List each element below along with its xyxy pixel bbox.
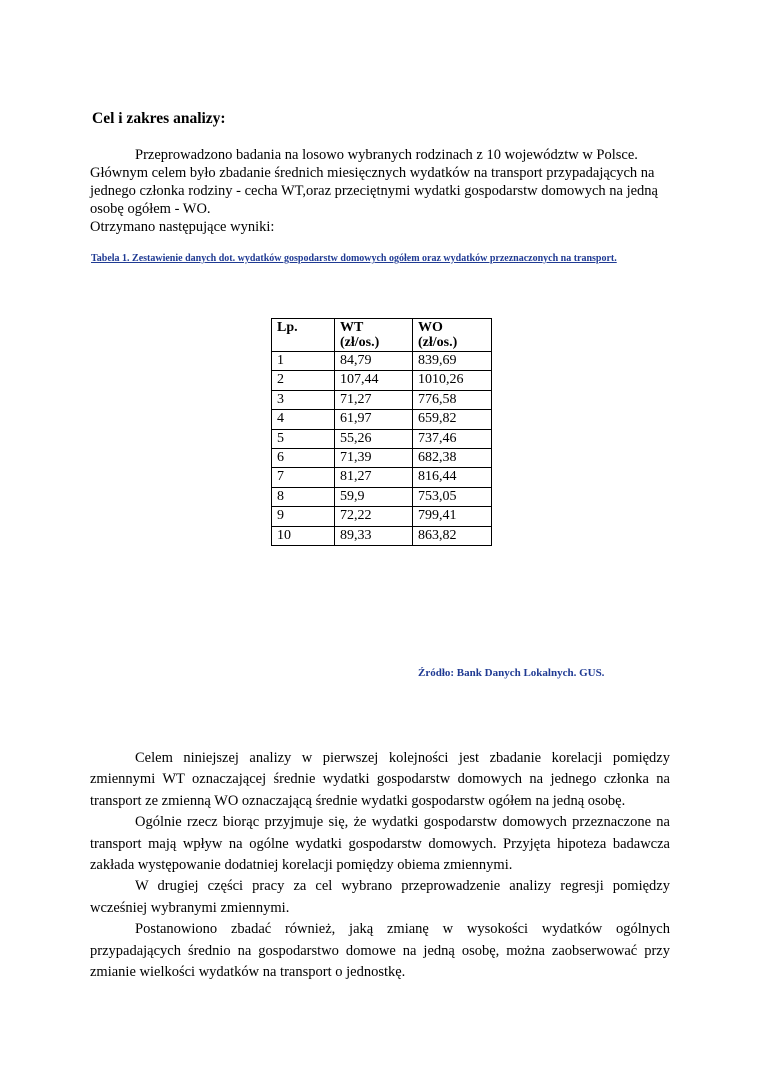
cell-wo: 816,44 (413, 468, 492, 487)
cell-wo: 839,69 (413, 352, 492, 371)
cell-wt: 71,27 (335, 390, 413, 409)
body-paragraph: W drugiej części pracy za cel wybrano przeprowadzenie analizy regresji pomiędzy wcześniej wybranymi zmiennymi. (90, 878, 670, 916)
column-header-wt: WT (zł/os.) (335, 319, 413, 352)
intro-section (90, 146, 672, 236)
body-paragraph: Celem niniejszej analizy w pierwszej kolejności jest zbadanie korelacji pomiędzy zmiennymi WT oznaczającej średnie wydatki gospodarstw domowych na jednego członka na transport ze zmienną WO oznaczającą średnie wydatki gospodarstw ogółem na jedną osobę. (90, 750, 670, 809)
intro-paragraph: Przeprowadzono badania na losowo wybranych rodzinach z 10 województw w Polsce. Głównym celem było zbadanie średnich miesięcznych wydatków na transport przypadających na jednego członka rodziny - cecha WT,oraz przeciętnymi wydatki gospodarstw domowych na jedną osobę ogółem - WO. (90, 147, 658, 217)
table-header-row (272, 319, 492, 352)
source-note: Źródło: Bank Danych Lokalnych. GUS. (418, 667, 605, 679)
cell-wt: 107,44 (335, 371, 413, 390)
cell-wo: 737,46 (413, 429, 492, 448)
cell-lp: 2 (272, 371, 335, 390)
table-caption[interactable]: Tabela 1. Zestawienie danych dot. wydatków gospodarstw domowych ogółem oraz wydatków przeznaczonych na transport. (91, 253, 617, 264)
cell-wt: 61,97 (335, 410, 413, 429)
table-row (272, 526, 492, 545)
cell-lp: 10 (272, 526, 335, 545)
results-intro-line: Otrzymano następujące wyniki: (90, 219, 275, 235)
table-row (272, 371, 492, 390)
column-header-wo: WO (zł/os.) (413, 319, 492, 352)
table-row (272, 448, 492, 467)
cell-wt: 71,39 (335, 448, 413, 467)
table-row (272, 468, 492, 487)
cell-wo: 776,58 (413, 390, 492, 409)
table-row (272, 410, 492, 429)
cell-wo: 1010,26 (413, 371, 492, 390)
cell-wo: 863,82 (413, 526, 492, 545)
cell-wt: 59,9 (335, 487, 413, 506)
cell-wo: 659,82 (413, 410, 492, 429)
cell-wo: 682,38 (413, 448, 492, 467)
cell-wt: 84,79 (335, 352, 413, 371)
body-paragraph: Ogólnie rzecz biorąc przyjmuje się, że wydatki gospodarstw domowych przeznaczone na transport mają wpływ na ogólne wydatki gospodarstw domowych. Przyjęta hipoteza badawcza zakłada występowanie dodatniej korelacji pomiędzy obiema zmiennymi. (90, 814, 670, 874)
body-section (90, 748, 670, 983)
cell-lp: 7 (272, 468, 335, 487)
table-row (272, 390, 492, 409)
cell-lp: 3 (272, 390, 335, 409)
cell-lp: 6 (272, 448, 335, 467)
table-row (272, 429, 492, 448)
cell-lp: 4 (272, 410, 335, 429)
cell-wt: 89,33 (335, 526, 413, 545)
body-paragraph: Postanowiono zbadać również, jaką zmianę w wysokości wydatków ogólnych przypadających średnio na gospodarstwo domowe na jedną osobę, można zaobserwować przy zmianie wielkości wydatków na transport o jednostkę. (90, 921, 670, 981)
cell-lp: 5 (272, 429, 335, 448)
cell-wt: 72,22 (335, 507, 413, 526)
cell-wo: 799,41 (413, 507, 492, 526)
section-heading: Cel i zakres analizy: (92, 110, 226, 127)
cell-wt: 55,26 (335, 429, 413, 448)
cell-lp: 8 (272, 487, 335, 506)
data-table (271, 318, 492, 546)
cell-lp: 9 (272, 507, 335, 526)
table-row (272, 507, 492, 526)
table-row (272, 487, 492, 506)
cell-wo: 753,05 (413, 487, 492, 506)
cell-wt: 81,27 (335, 468, 413, 487)
table-row (272, 352, 492, 371)
cell-lp: 1 (272, 352, 335, 371)
column-header-lp: Lp. (272, 319, 335, 352)
